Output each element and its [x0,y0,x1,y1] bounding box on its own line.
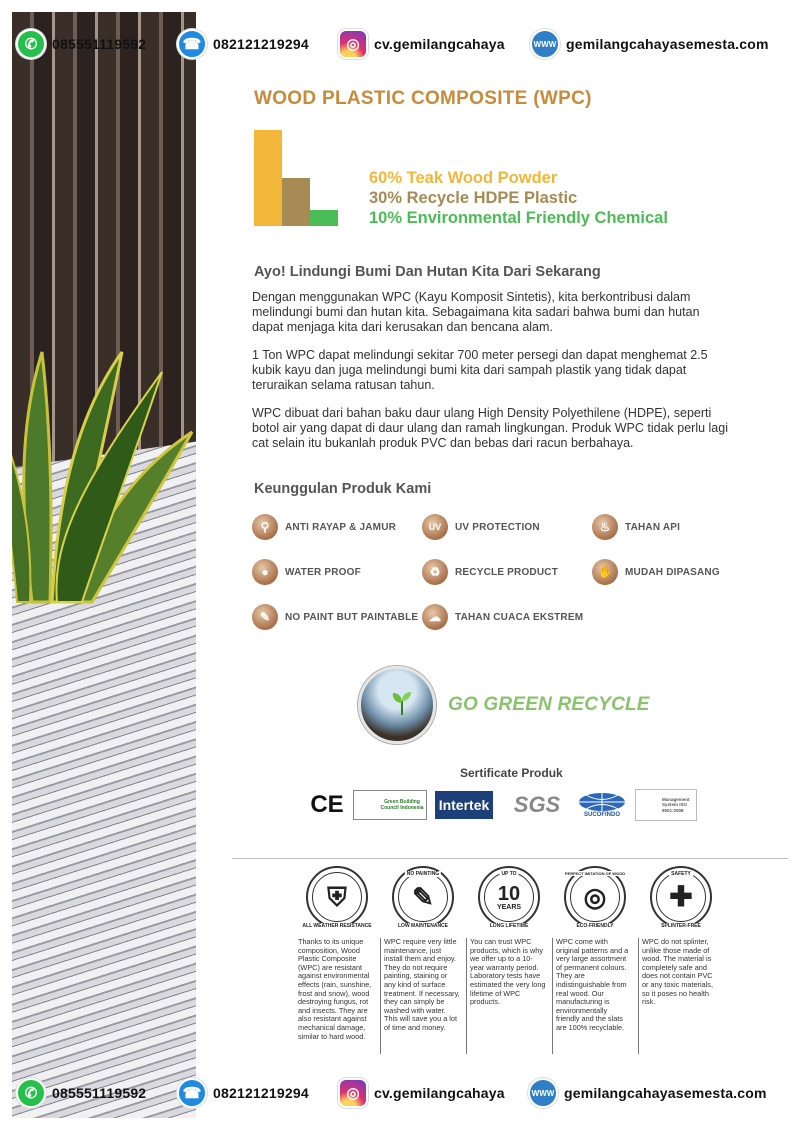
bar-teak-wood [254,130,282,226]
go-green-title: GO GREEN RECYCLE [448,694,650,715]
whatsapp-number: 085551119592 [52,36,147,52]
cloud-sun-icon: ☁ [422,604,448,630]
instagram-icon: ◎ [338,1078,368,1108]
composition-legend [369,168,668,228]
ce-logo: CE [310,791,344,818]
feature-uv-protection: UV UV PROTECTION [422,514,540,540]
composition-bars [254,130,344,226]
whatsapp-contact[interactable] [16,1078,146,1108]
sprout-icon [391,691,413,715]
brush-icon: ✎ [252,604,278,630]
cross-icon: SAFETY ✚ SPLINTER-FREE [650,866,712,928]
www-globe-icon: WWW [528,1078,558,1108]
iso-logo: Management System ISO 9001:2008 [635,789,697,821]
legend-chemical: 10% Environmental Friendly Chemical [369,209,668,227]
instagram-contact[interactable] [338,1078,505,1108]
warranty-icon: UP TO 10 YEARS LONG LIFETIME [478,866,540,928]
sucofindo-globe-icon [578,792,626,812]
phone-icon: ☎ [177,1078,207,1108]
instagram-handle: cv.gemilangcahaya [374,36,505,52]
feature-easy-install: ✋ MUDAH DIPASANG [592,559,720,585]
bar-hdpe-plastic [282,178,310,226]
go-green-banner [358,666,650,744]
phone-contact[interactable] [177,1078,309,1108]
paragraph-material: WPC dibuat dari bahan baku daur ulang High Density Polyethilene (HDPE), seperti botol air yang dapat di daur ulang dan ramah lingkungan. Produk WPC tidak perlu lagi cat selain itu bukanlah produk PVC dan bebas dari racun berbahaya. [252,406,728,450]
website-contact[interactable] [530,29,769,59]
website-contact[interactable] [528,1078,767,1108]
feature-paintable: ✎ NO PAINT BUT PAINTABLE [252,604,418,630]
decking-photo [12,12,196,1118]
shield-icon: ⛨ ALL WEATHER RESISTANCE [306,866,368,928]
phone-number: 082121219294 [213,36,309,52]
phone-contact[interactable] [177,29,309,59]
whatsapp-number: 085551119592 [52,1085,147,1101]
section-heading-protect: Ayo! Lindungi Bumi Dan Hutan Kita Dari Sekarang [254,264,601,280]
recycle-icon: ♻ [422,559,448,585]
whatsapp-icon: ✆ [16,29,46,59]
feature-water-proof: ● WATER PROOF [252,559,361,585]
sucofindo-logo: SUCOFINDO [575,788,629,822]
www-globe-icon: WWW [530,29,560,59]
column-divider [380,938,381,1054]
column-divider [552,938,553,1054]
feature-anti-termite: ⚲ ANTI RAYAP & JAMUR [252,514,396,540]
instagram-handle: cv.gemilangcahaya [374,1085,505,1101]
water-drop-icon: ● [252,559,278,585]
whatsapp-icon: ✆ [16,1078,46,1108]
benefit-maintenance [384,866,464,1032]
page-title: WOOD PLASTIC COMPOSITE (WPC) [254,88,592,109]
benefit-weather [298,866,378,1041]
feature-recycle: ♻ RECYCLE PRODUCT [422,559,558,585]
benefit-lifetime [470,866,550,1007]
snake-plant-image [12,312,196,612]
top-contact-bar [0,22,800,66]
ant-icon: ⚲ [252,514,278,540]
instagram-contact[interactable] [338,29,505,59]
gbci-logo: Green Building Council Indonesia [353,790,427,820]
paragraph-intro: Dengan menggunakan WPC (Kayu Komposit Sintetis), kita berkontribusi dalam melindungi bumi dan hutan kita. Sebagaimana kita sadari bahwa bumi dan hutan dapat menjaga kita dari kerusakan dan bencana alam. [252,290,700,334]
website-url: gemilangcahayasemesta.com [564,1085,767,1101]
website-url: gemilangcahayasemesta.com [566,36,769,52]
intertek-logo: Intertek [435,791,493,819]
legend-teak-wood: 60% Teak Wood Powder [369,169,558,187]
globe-sprout-icon [358,666,436,744]
no-paint-brush-icon: NO PAINTING ✎ LOW MAINTENANCE [392,866,454,928]
divider-line [232,858,788,859]
phone-icon: ☎ [177,29,207,59]
bar-chemical [310,210,338,226]
sgs-logo: SGS [513,792,561,817]
flame-icon: ♨ [592,514,618,540]
feature-weather-resistant: ☁ TAHAN CUACA EKSTREM [422,604,583,630]
column-divider [638,938,639,1054]
benefit-desc: WPC do not splinter, unlike those made of wood. The material is completely safe and does not contain PVC or any toxic materials, so it poses no health risk. [642,937,713,1007]
benefit-desc: WPC require very little maintenance, just install them and enjoy. They do not require painting, staining or any kind of surface treatment. If necessary, they can simply be washed with water. This will save you a lot of time and money. [384,937,460,1032]
certificates-heading: Sertificate Produk [460,766,563,780]
hand-icon: ✋ [592,559,618,585]
benefit-desc: WPC come with original patterns and a very large assortment of permanent colours. They are indistinguishable from real wood. Our manufacturing is environmentally friendly and the slats are 100% recyclable. [556,937,629,1032]
feature-fire-resistant: ♨ TAHAN API [592,514,680,540]
benefit-desc: You can trust WPC products, which is why we offer up to a 10-year warranty period. Laboratory tests have estimated the very long lifetime of WPC products. [470,937,546,1007]
benefit-eco [556,866,636,1032]
benefit-desc: Thanks to its unique composition, Wood Plastic Composite (WPC) are resistant against environmental effects (rain, sunshine, frost and snow), wood destroying fungus, rot and insects. They are also resistant against mechanical damage, similar to hard wood. [298,937,372,1041]
section-heading-advantages: Keunggulan Produk Kami [254,481,432,497]
paragraph-impact: 1 Ton WPC dapat melindungi sekitar 700 meter persegi dan dapat menghemat 2.5 kubik kayu dan juga melindungi bumi kita dari sampah plastik yang tidak dapat teruraikan selama ratusan tahun. [252,348,708,392]
legend-hdpe-plastic: 30% Recycle HDPE Plastic [369,189,578,207]
wood-rings-icon: PERFECT IMITATION OF WOOD ◎ ECO-FRIENDLY [564,866,626,928]
uv-icon: UV [422,514,448,540]
column-divider [466,938,467,1054]
phone-number: 082121219294 [213,1085,309,1101]
whatsapp-contact[interactable] [16,29,146,59]
bottom-contact-bar [0,1071,800,1115]
instagram-icon: ◎ [338,29,368,59]
benefit-safety [642,866,722,1007]
